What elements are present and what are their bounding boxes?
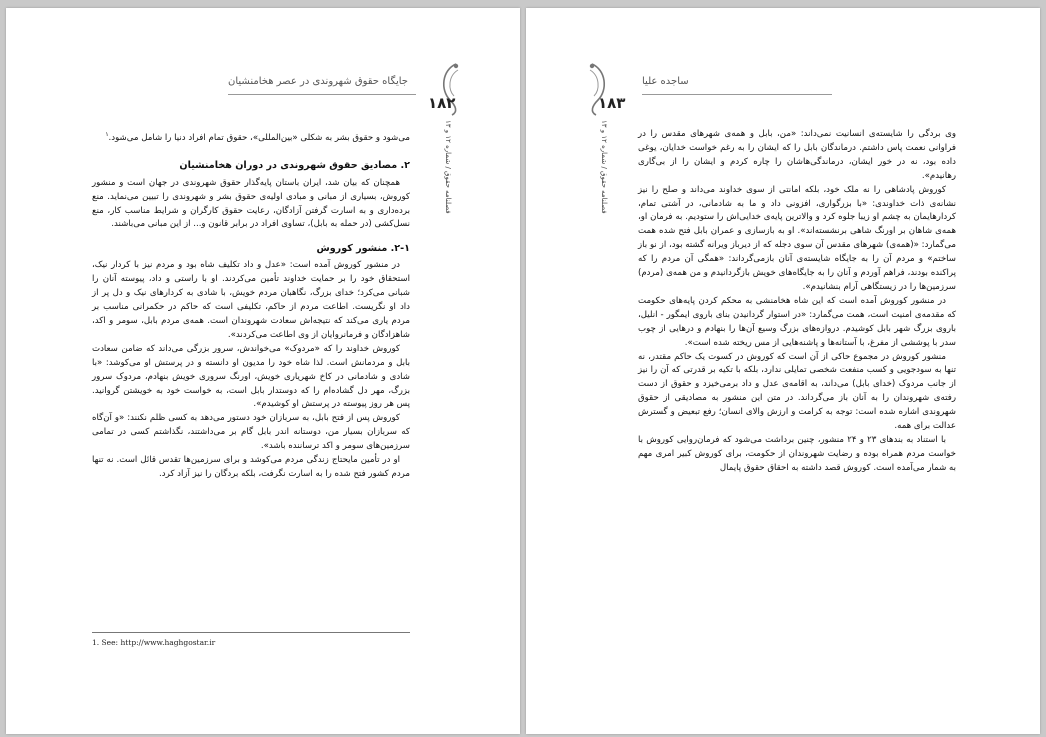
footnote-rule <box>92 632 410 633</box>
subsection-heading: ۲-۱. منشور کوروش <box>316 243 410 255</box>
right-body-text <box>638 128 956 476</box>
page-number: ۱۸۲ <box>428 94 456 112</box>
footnote-ref: ۱ <box>105 131 109 138</box>
footnote: 1. See: http://www.haghgostar.ir <box>92 638 216 647</box>
left-body-text <box>92 128 410 482</box>
running-title: جایگاه حقوق شهروندی در عصر هخامنشیان <box>228 76 408 87</box>
paragraph: منشور کوروش در مجموع حاکی از آن است که کوروش در کسوت یک حاکم مقتدر، نه تنها به سودجویی و کسب منفعت شخصی تمایلی ندارد، بلکه با تکیه بر قدرتی که آن را نیز از جانب مردوک (خدای بابل) می‌داند، به اقامه‌ی عدل و داد برمی‌خیزد و حقوق از دست رفته‌ی شهروندان را به آنان باز می‌گرداند. در متن این منشور به مصادیقی از حقوق شهروندی اشاره شده است: توجه به کرامت و ارزش والای انسان؛ رفع تبعیض و گسترش عدالت برای همه. <box>638 351 956 432</box>
paragraph: با استناد به بندهای ۲۳ و ۲۴ منشور، چنین برداشت می‌شود که فرمان‌روایی کوروش با خواست مردم همراه بوده و رضایت شهروندان از حکومت، برای کوروش کبیر امری مهم به شمار می‌آمده است. کوروش قصد داشته به احقاق حقوق پایمال <box>638 434 956 473</box>
side-text: فصلنامه حقوق / شماره ۱۲ و ۱۳ <box>444 120 452 214</box>
paragraph: کوروش پس از فتح بابل، به سربازان خود دستور می‌دهد به کسی ظلم نکنند: «و آن‌گاه که سربازان بسیار من، دوستانه اندر بابل گام بر می‌داشتند، نگذاشتم کسی در تمامی سرزمین‌های سومر و اکد ترساننده باشد». <box>92 413 410 452</box>
paragraph: کوروش پادشاهی را نه ملک خود، بلکه امانتی از سوی خداوند می‌داند و صلح را نیز نشانه‌ی ذات خداوندی: «با بزرگواری، افزونی داد و ما به شادمانی، در آشتی تمام، کردارهایمان به چشم او زیبا جلوه کرد و والاترین پایه‌ی خدایی‌اش را ستودیم. به فرمان او، همه‌ی شاهان بر اورنگ شاهی برنشسته‌اند». او به بازسازی و عمران بابل فتح شده همت می‌گمارد: «(همه‌ی) شهرهای مقدس آن سوی دجله که از دیرباز ویرانه گشته بود، از نو باز ساختم» و مردم آن را به جایگاه شایسته‌ی آنان بازمی‌گرداند: «همگی آن مردم را که پراکنده بودند، فراهم آوردم و آنان را به جایگاه‌های خویش بازگردانیدم و من همه‌ی (مردم) سرزمین‌ها را در زیستگاهی آرام بنشانیدم». <box>638 184 956 292</box>
header-rule <box>228 94 416 95</box>
section-paragraph: همچنان که بیان شد، ایران باستان پایه‌گذار حقوق شهروندی در جهان است و منشور کوروش، بسیاری از مبانی و مبادی اولیه‌ی حقوق بشر و شهروندی را تبیین می‌نماید. منع برده‌داری و به اسارت گرفتن آزادگان، رعایت حقوق کارگران و شرایط مناسب کار، منع نسل‌کشی (در حمله به بابل)، تساوی افراد در برابر قانون و... از این مبانی می‌باشند. <box>92 177 410 230</box>
paragraph: وی بردگی را شایسته‌ی انسانیت نمی‌داند: «من، بابل و همه‌ی شهرهای مقدس را در فراوانی نعمت پاس داشتم. درماندگان بابل را که ایشان را به رغم خواست خدایان، یوغی داده بود، نه در خور ایشان، درماندگی‌هاشان را چاره کردم و ایشان را از بی‌گاری رهانیدم». <box>638 129 956 181</box>
intro-line: می‌شود و حقوق بشر به شکلی «بین‌المللی»، حقوق تمام افراد دنیا را شامل می‌شود.$^۱$ <box>105 131 410 143</box>
paragraph: او در تأمین مایحتاج زندگی مردم می‌کوشد و برای سرزمین‌ها تقدس قائل است. نه تنها مردم کشور فتح شده را به اسارت نگرفت، بلکه بردگان را نیز آزاد کرد. <box>92 455 410 479</box>
paragraph: کوروش خداوند را که «مردوک» می‌خواندش، سرور بزرگی می‌داند که ضامن سعادت بابل و مردمانش است. لذا شاه خود را مدیون او دانسته و در پرستش او می‌کوشد: «با شادی و شادمانی در کاخ شهریاری خویش، اورنگ سروری خویش بنهادم، مردوک سرور بزرگ، مهر دل گشاده‌ام را که دوستدار بابل است، به خواست خود به خویشتن گروانید. پس هر روز پیوسته در پرستش او کوشیدم». <box>92 343 410 410</box>
paragraph: در منشور کوروش آمده است که این شاه هخامنشی به محکم کردن پایه‌های حکومت که مقدمه‌ی امنیت است، همت می‌گمارد: «در استوار گردانیدن بنای باروی ایمگور - انلیل، باروی بزرگ شهر بابل کوشیدم. دروازه‌های بزرگ وسیع آن‌ها را بنهادم و درهایی از چوب سدر با پوششی از مفرغ، با آستانه‌ها و پاشنه‌هایی از مس ریخته شده است». <box>638 295 956 348</box>
header-rule <box>642 94 832 95</box>
paragraph: در منشور کوروش آمده است: «عدل و داد تکلیف شاه بود و مردم نیز با کردار نیک، استحقاق خود را بر حمایت خداوند تأمین می‌کردند. او با راستی و داد، پیوسته آنان را شبانی می‌کرد؛ خدای بزرگ، نگاهبان مردم خویش، با شادی به کردارهای نیک و دل پر از داد او نگریست. اطاعت مردم از حاکم، تکلیفی است که حاکم در حکمرانی مناسب بر مردم یاری می‌کند که نتیجه‌اش سعادت شهروندان است. همه‌ی مردم بابل، سومر و اکد، شاهزادگان و فرمانروایان از وی اطاعت می‌کردند». <box>92 260 410 340</box>
running-title: ساجده علیا <box>642 76 689 87</box>
side-text: فصلنامه حقوق / شماره ۱۲ و ۱۳ <box>600 120 608 214</box>
left-page <box>6 8 520 734</box>
right-page <box>526 8 1040 734</box>
section-heading: ۲. مصادیق حقوق شهروندی در دوران هخامنشیان <box>179 159 410 171</box>
page-number: ۱۸۳ <box>598 94 626 112</box>
